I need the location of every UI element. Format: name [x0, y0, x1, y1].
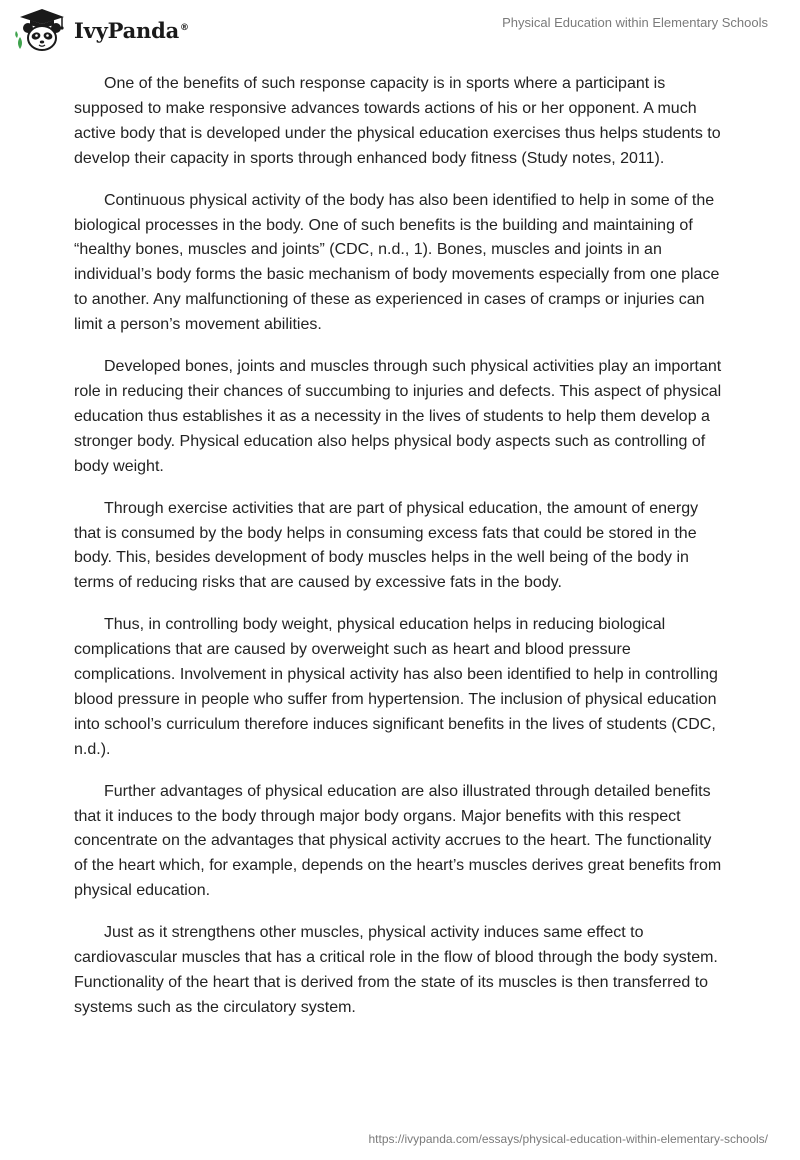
paragraph: Through exercise activities that are part of physical education, the amount of energy that is consumed by the body helps in consuming excess fats that could be stored in the body. This, besides development of body muscles helps in the well being of the body in terms of reducing risks that are caused by excessive fats in the body. [74, 499, 699, 592]
essay-body [74, 72, 724, 1038]
paragraph: Further advantages of physical education are also illustrated through detailed benefits that it induces to the body through major body organs. Major benefits with this respect concentrate on the advantages that physical activity accrues to the heart. The functionality of the heart which, for example, depends on the heart’s muscles derives great benefits from physical education. [74, 782, 722, 900]
paragraph: Just as it strengthens other muscles, physical activity induces same effect to cardiovascular muscles that has a critical role in the flow of blood through the body system. Functionality of the heart that is derived from the state of its muscles is then transferred to systems such as the circulatory system. [74, 924, 718, 1016]
registered-mark: ® [180, 22, 189, 33]
paragraph: Developed bones, joints and muscles through such physical activities play an important role in reducing their chances of succumbing to injuries and defects. This aspect of physical education thus establishes it as a necessity in the lives of students to help them develop a stronger body. Physical education also helps physical body aspects such as controlling of body weight. [74, 358, 722, 475]
panda-graduate-icon [14, 7, 70, 53]
paragraph: One of the benefits of such response capacity is in sports where a participant is supposed to make responsive advances towards actions of his or her opponent. A much active body that is developed under the physical education exercises thus helps students to develop their capacity in sports through enhanced body fitness (Study notes, 2011). [74, 75, 721, 167]
brand-name: IvyPanda® [74, 17, 189, 43]
document-title: Physical Education within Elementary Schools [502, 15, 768, 30]
ivypanda-logo[interactable] [14, 7, 189, 53]
page-header [0, 0, 800, 60]
source-url-link[interactable]: https://ivypanda.com/essays/physical-education-within-elementary-schools/ [368, 1132, 768, 1146]
paragraph: Continuous physical activity of the body has also been identified to help in some of the biological processes in the body. One of such benefits is the building and maintaining of “healthy bones, muscles and joints” (CDC, n.d., 1). Bones, muscles and joints in an individual’s body forms the basic mechanism of body movements especially from one place to another. Any malfunctioning of these as experienced in cases of cramps or injuries can limit a person’s movement abilities. [74, 191, 720, 334]
paragraph: Thus, in controlling body weight, physical education helps in reducing biological complications that are caused by overweight such as heart and blood pressure complications. Involvement in physical activity has also been identified to help in controlling blood pressure in people who suffer from hypertension. The inclusion of physical education into school’s curriculum therefore induces significant benefits in the lives of students (CDC, n.d.). [74, 616, 718, 758]
